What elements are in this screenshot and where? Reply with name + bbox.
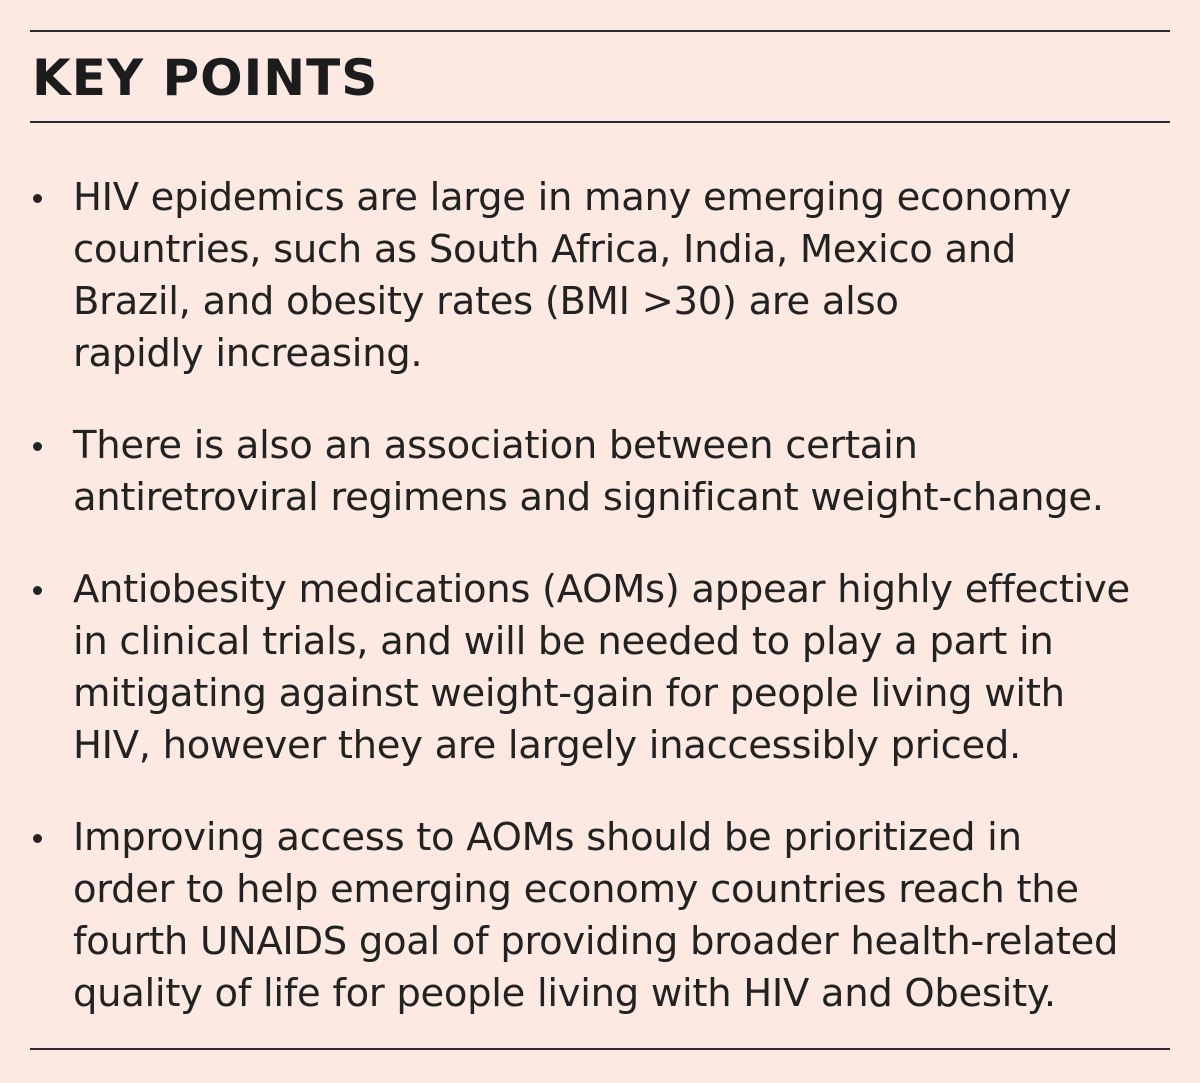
key-points-list bbox=[30, 172, 1170, 1020]
key-points-box bbox=[30, 0, 1170, 1083]
key-point-line: HIV epidemics are large in many emerging economy bbox=[73, 175, 1072, 220]
bullet-icon bbox=[33, 194, 42, 203]
key-points-heading: KEY POINTS bbox=[32, 49, 379, 107]
key-point-line: in clinical trials, and will be needed to play a part in bbox=[73, 619, 1054, 664]
key-point-line: order to help emerging economy countries reach the bbox=[73, 867, 1079, 912]
key-point-line: antiretroviral regimens and significant weight-change. bbox=[73, 475, 1104, 520]
key-point-line: Improving access to AOMs should be prioritized in bbox=[73, 815, 1022, 860]
key-point-line: Antiobesity medications (AOMs) appear highly effective bbox=[73, 567, 1130, 612]
bullet-icon bbox=[33, 442, 42, 451]
key-point-line: Brazil, and obesity rates (BMI >30) are also bbox=[73, 279, 899, 324]
key-point-line: HIV, however they are largely inaccessibly priced. bbox=[73, 723, 1021, 768]
key-point-2 bbox=[30, 420, 1170, 524]
key-point-3 bbox=[30, 564, 1170, 772]
key-point-line: fourth UNAIDS goal of providing broader health-related bbox=[73, 919, 1119, 964]
top-rule bbox=[30, 30, 1170, 32]
key-point-4 bbox=[30, 812, 1170, 1020]
key-point-line: quality of life for people living with HIV and Obesity. bbox=[73, 971, 1056, 1016]
bullet-icon bbox=[33, 586, 42, 595]
heading-rule bbox=[30, 121, 1170, 123]
key-point-line: rapidly increasing. bbox=[73, 331, 423, 376]
bullet-icon bbox=[33, 834, 42, 843]
key-point-line: countries, such as South Africa, India, Mexico and bbox=[73, 227, 1016, 272]
key-point-1 bbox=[30, 172, 1170, 380]
key-point-line: There is also an association between certain bbox=[73, 423, 918, 468]
key-point-line: mitigating against weight-gain for people living with bbox=[73, 671, 1065, 716]
bottom-rule bbox=[30, 1048, 1170, 1050]
